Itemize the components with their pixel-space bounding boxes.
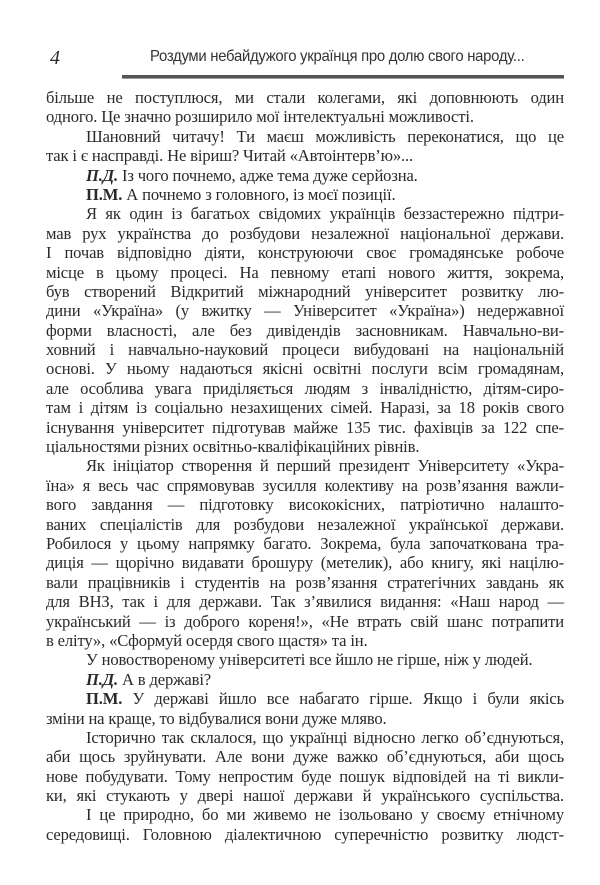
line-text: для ВНЗ, так і для держави. Так з’явилися видання: «Наш народ — <box>46 592 564 612</box>
text-line <box>46 805 564 824</box>
text-line <box>46 224 564 243</box>
text-line <box>46 709 564 728</box>
line-text: А почнемо з головного, із моєї позиції. <box>122 184 396 204</box>
line-text: вали працівників і студентів на розв’язання стратегічних завдань як <box>46 572 564 592</box>
text-line <box>46 650 564 669</box>
text-line <box>46 573 564 592</box>
header-rule <box>122 75 564 79</box>
text-line <box>46 476 564 495</box>
line-text: середовищі. Головною діалектичною суперечністю розвитку людст- <box>46 824 564 844</box>
text-line <box>46 340 564 359</box>
line-text: в еліту», «Сформуй осердя свого щастя» та ін. <box>46 630 368 650</box>
page-number: 4 <box>50 47 60 69</box>
text-line <box>46 204 564 223</box>
text-line <box>46 146 564 165</box>
line-text: У державі йшло все набагато гірше. Якщо і були якісь <box>122 689 564 709</box>
text-line <box>46 437 564 456</box>
line-text: мав рух українства до розбудови незалежної національної держави. <box>46 223 564 243</box>
line-text: диція — щорічно видавати брошуру (метелик), або книгу, які націлю- <box>46 553 564 573</box>
text-line <box>46 359 564 378</box>
line-text: їна» я весь час спрямовував зусилля колективу на розв’язання важли- <box>46 475 564 495</box>
text-line <box>46 127 564 146</box>
text-line <box>46 825 564 844</box>
line-text: У новоствореному університеті все йшло не гірше, ніж у людей. <box>86 650 533 670</box>
text-line <box>46 185 564 204</box>
line-text: ваних спеціалістів для розбудови незалежної української держави. <box>46 514 564 534</box>
text-line <box>46 263 564 282</box>
text-line <box>46 456 564 475</box>
line-text: А в державі? <box>117 669 212 689</box>
text-line <box>46 88 564 107</box>
line-text: так і є насправді. Не віриш? Читай «Автоінтерв’ю»... <box>46 146 414 166</box>
speaker-label: П.Д. <box>86 669 118 689</box>
text-line <box>46 515 564 534</box>
text-line <box>46 398 564 417</box>
text-line <box>46 379 564 398</box>
line-text: зміни на краще, то відбувалися вони дуже мляво. <box>46 708 387 728</box>
line-text: вого завдання — підготовку висококісних, патріотично налашто- <box>46 495 564 515</box>
text-line <box>46 418 564 437</box>
line-text: Робилося у цьому напрямку багато. Зокрема, була започаткована тра- <box>46 533 564 553</box>
speaker-label: П.Д. <box>86 165 118 185</box>
line-text: український — із доброго кореня!», «Не втрать свій шанс потрапити <box>46 611 564 631</box>
text-line <box>46 495 564 514</box>
text-line <box>46 107 564 126</box>
text-line <box>46 728 564 747</box>
line-text: І почав відповідно діяти, конструюючи своє громадянське робоче <box>46 243 564 263</box>
text-line <box>46 631 564 650</box>
text-line <box>46 553 564 572</box>
line-text: Я як один із багатьох свідомих українців беззастережно підтри- <box>86 204 564 224</box>
line-text: більше не поступлюся, ми стали колегами, які доповнюють один <box>46 88 564 107</box>
line-text: існування університет підготував майже 135 тис. фахівців за 122 спе- <box>46 417 564 437</box>
line-text: одного. Це значно розширило мої інтелектуальні можливості. <box>46 107 474 127</box>
line-text: Як ініціатор створення й перший президент Університету «Укра- <box>86 456 564 476</box>
line-text: ціальностями різних освітньо-кваліфікаційних рівнів. <box>46 437 420 457</box>
text-line <box>46 243 564 262</box>
text-line <box>46 670 564 689</box>
line-text: основі. У ньому надаються якісні освітні послуги всім громадянам, <box>46 359 564 379</box>
line-text: ховний і навчально-науковий процеси вибудовані на національній <box>46 340 564 360</box>
text-line <box>46 166 564 185</box>
line-text: Історично так склалося, що українці відносно легко об’єднуються, <box>86 727 564 747</box>
running-head: Роздуми небайдужого українця про долю свого народу... <box>150 48 525 65</box>
text-line <box>46 301 564 320</box>
text-line <box>46 767 564 786</box>
text-line <box>46 592 564 611</box>
line-text: нове побудувати. Тому непростим буде пошук відповідей на ті викли- <box>46 766 564 786</box>
speaker-label: П.М. <box>86 184 123 204</box>
speaker-label: П.М. <box>86 689 123 709</box>
line-text: Із чого почнемо, адже тема дуже серйозна. <box>117 165 418 185</box>
line-text: форми власності, але без дивідендів засновникам. Навчально-ви- <box>46 320 564 340</box>
text-line <box>46 282 564 301</box>
line-text: Шановний читачу! Ти маєш можливість переконатися, що це <box>86 126 564 146</box>
text-line <box>46 786 564 805</box>
text-line <box>46 689 564 708</box>
text-line <box>46 321 564 340</box>
text-line <box>46 534 564 553</box>
line-text: але особлива увага приділяється людям з інвалідністю, дітям-сиро- <box>46 378 564 398</box>
line-text: аби щось зруйнувати. Але вони дуже важко об’єднуються, аби щось <box>46 747 564 767</box>
page-body <box>46 88 564 844</box>
line-text: дини «Україна» (у вжитку — Університет «Україна») недержавної <box>46 301 564 321</box>
line-text: місце в цьому процесі. На певному етапі нового життя, зокрема, <box>46 262 564 282</box>
line-text: там і дітям із соціально незахищених сімей. Наразі, за 18 років свого <box>46 398 564 418</box>
line-text: ки, які стукають у двері нашої держави й українського суспільства. <box>46 786 564 806</box>
text-line <box>46 747 564 766</box>
text-line <box>46 612 564 631</box>
line-text: І це природно, бо ми живемо не ізольовано у своєму етнічному <box>86 805 564 825</box>
line-text: був створений Відкритий міжнародний університет розвитку лю- <box>46 281 564 301</box>
